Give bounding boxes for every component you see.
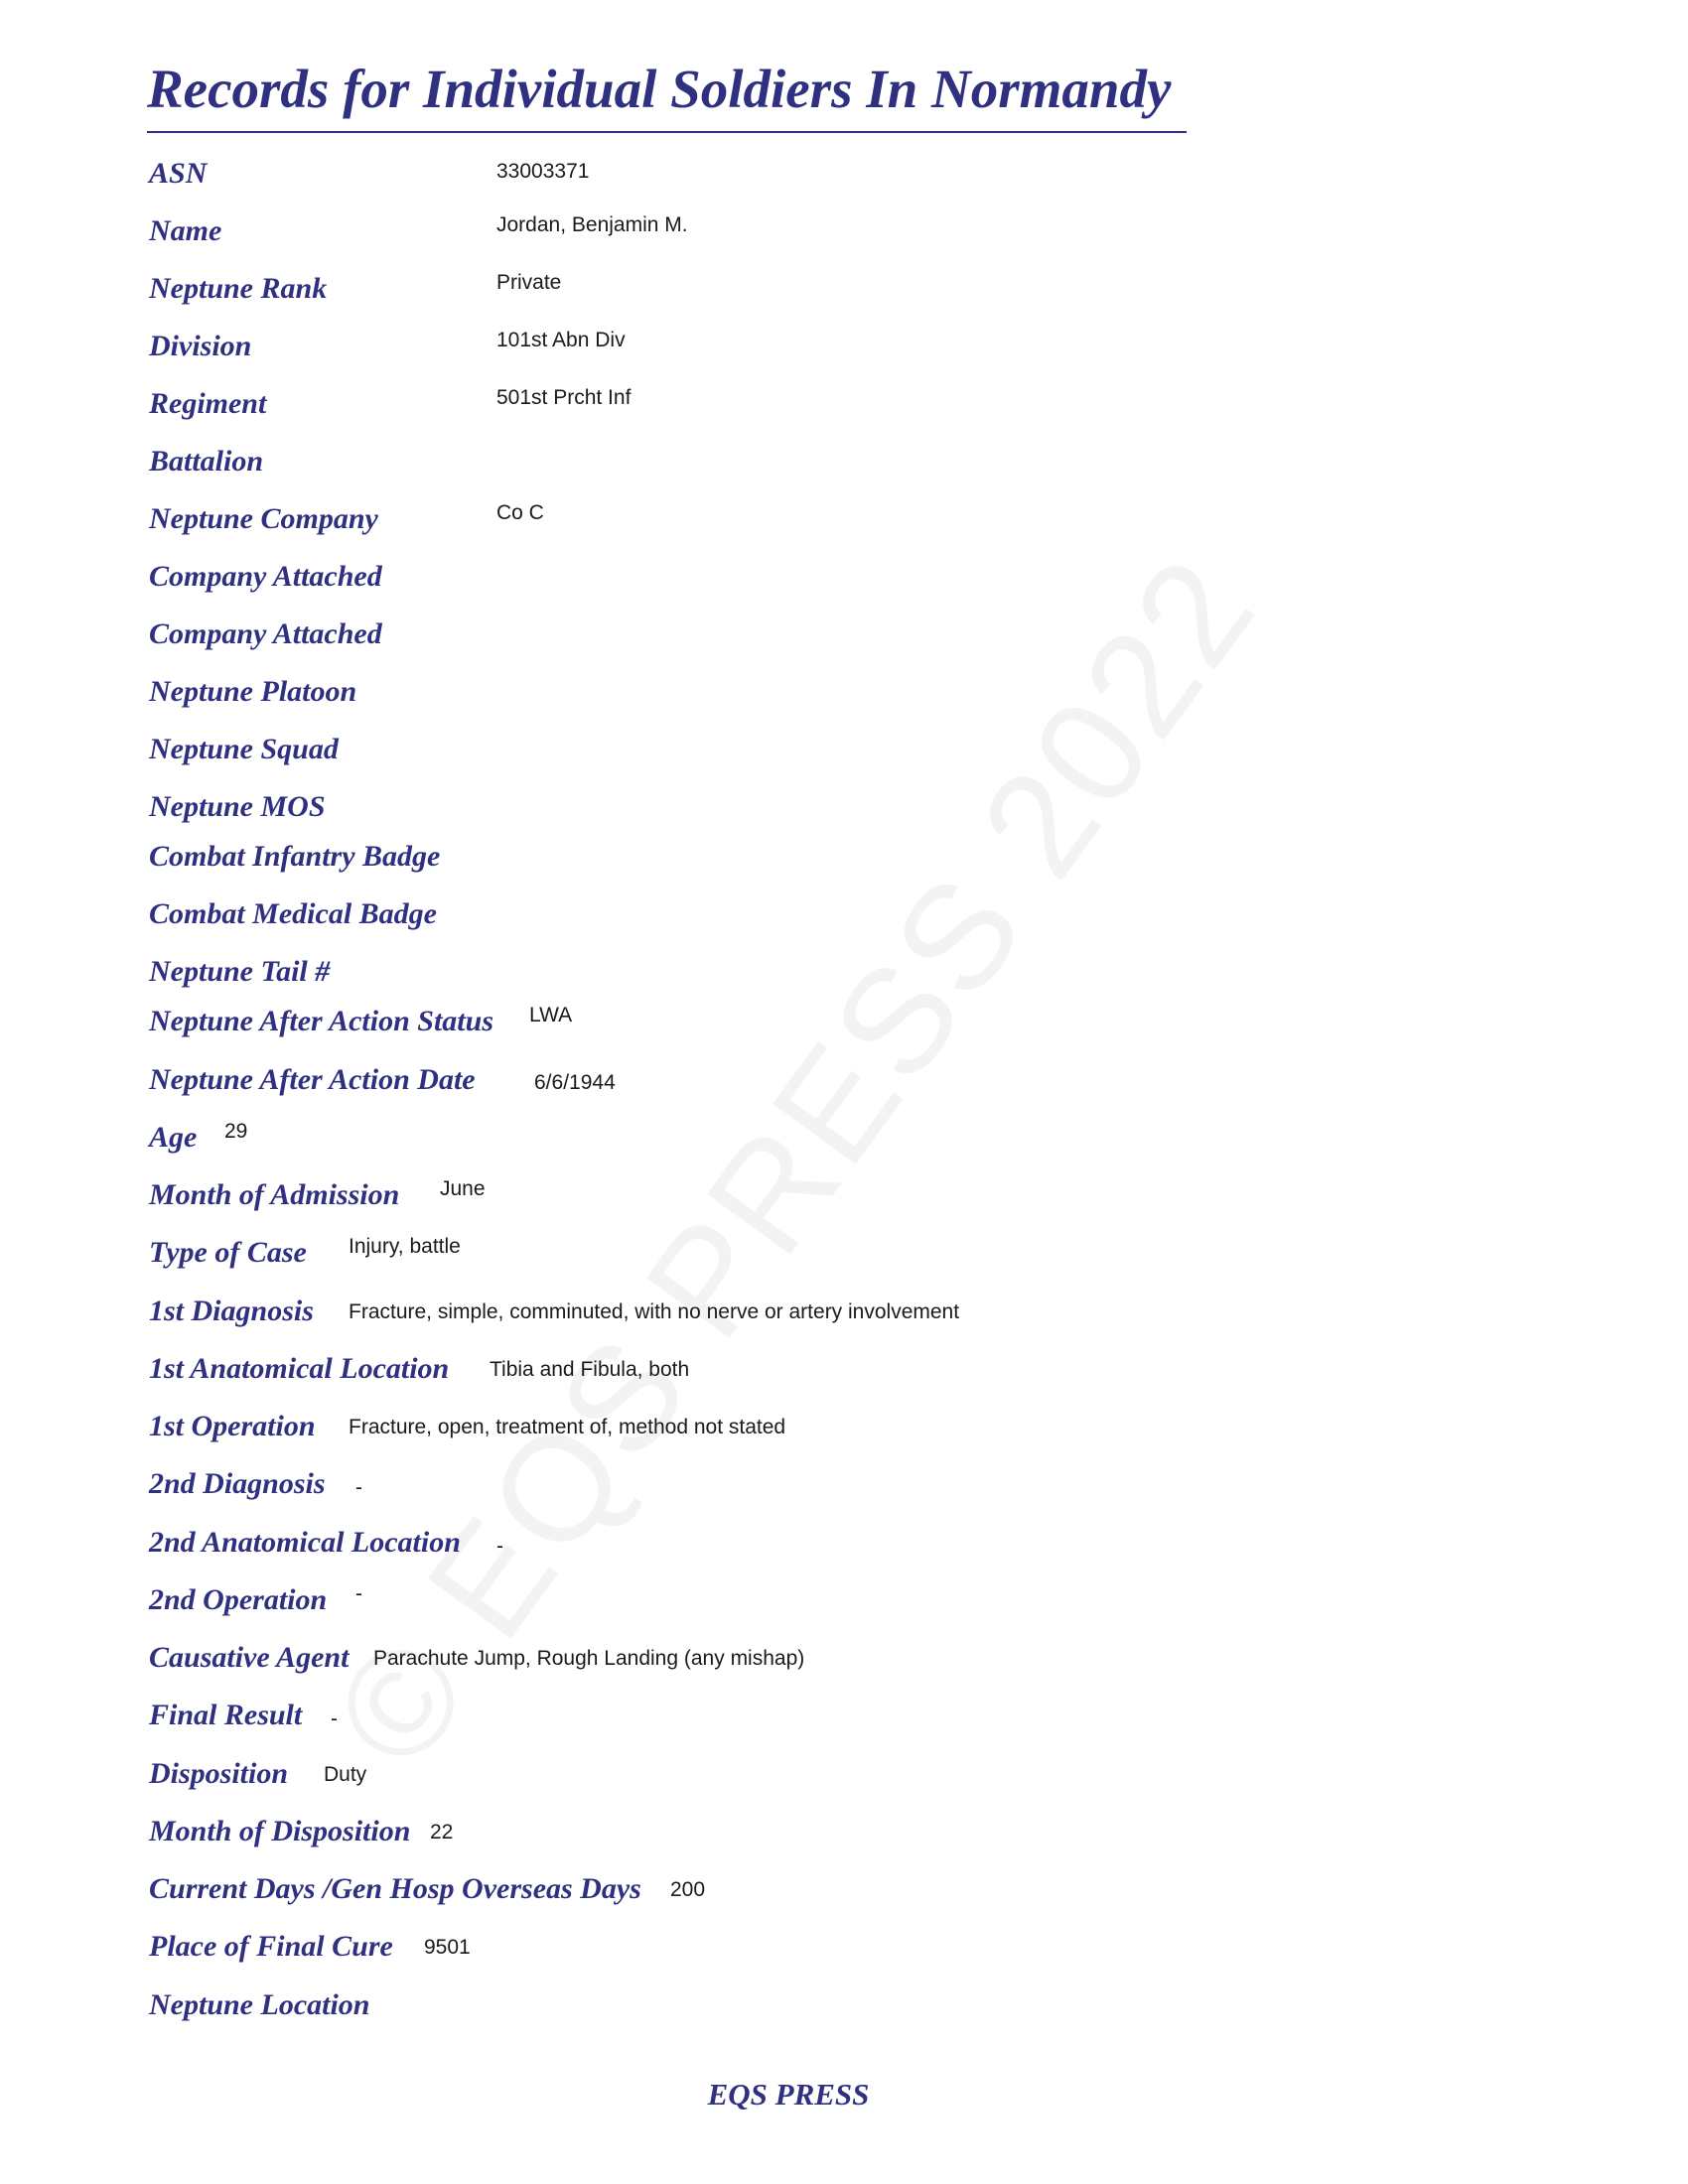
- field-value-month-of-disposition: 22: [430, 1821, 454, 1843]
- field-label-tail-number: Neptune Tail #: [149, 955, 331, 988]
- field-value-2nd-operation: -: [355, 1582, 362, 1605]
- field-label-final-result: Final Result: [149, 1699, 303, 1731]
- field-value-causative-agent: Parachute Jump, Rough Landing (any mishap): [373, 1647, 805, 1670]
- field-label-1st-diagnosis: 1st Diagnosis: [149, 1295, 314, 1327]
- field-value-1st-diagnosis: Fracture, simple, comminuted, with no nerve or artery involvement: [349, 1300, 960, 1323]
- field-value-division: 101st Abn Div: [496, 329, 626, 351]
- publisher-footer: EQS PRESS: [707, 2077, 870, 2112]
- field-value-2nd-diagnosis: -: [355, 1476, 362, 1499]
- copyright-watermark: [299, 525, 1289, 1798]
- field-value-final-result: -: [331, 1707, 338, 1730]
- field-label-name: Name: [149, 214, 222, 247]
- field-label-mos: Neptune MOS: [149, 790, 326, 823]
- page-title: Records for Individual Soldiers In Normandy: [147, 59, 1172, 119]
- field-value-after-action-date: 6/6/1944: [534, 1071, 616, 1094]
- field-label-1st-anatomical-location: 1st Anatomical Location: [149, 1352, 450, 1385]
- field-label-company-attached-2: Company Attached: [149, 617, 382, 650]
- field-label-regiment: Regiment: [149, 387, 267, 420]
- field-value-disposition: Duty: [324, 1763, 367, 1786]
- field-label-month-of-admission: Month of Admission: [149, 1178, 400, 1211]
- field-label-platoon: Neptune Platoon: [149, 675, 357, 708]
- field-label-2nd-operation: 2nd Operation: [149, 1583, 328, 1616]
- field-label-after-action-date: Neptune After Action Date: [149, 1063, 476, 1096]
- field-label-company: Neptune Company: [149, 502, 378, 535]
- field-value-company: Co C: [496, 501, 544, 524]
- field-value-regiment: 501st Prcht Inf: [496, 386, 632, 409]
- field-label-place-of-final-cure: Place of Final Cure: [149, 1930, 393, 1963]
- field-label-combat-medical-badge: Combat Medical Badge: [149, 897, 437, 930]
- field-value-1st-anatomical-location: Tibia and Fibula, both: [490, 1358, 690, 1381]
- field-label-division: Division: [149, 330, 252, 362]
- field-label-month-of-disposition: Month of Disposition: [149, 1815, 411, 1847]
- field-label-disposition: Disposition: [149, 1757, 289, 1790]
- field-value-type-of-case: Injury, battle: [349, 1235, 461, 1258]
- field-value-after-action-status: LWA: [529, 1004, 573, 1026]
- field-value-2nd-anatomical-location: -: [496, 1535, 503, 1558]
- field-value-asn: 33003371: [496, 160, 590, 183]
- field-value-age: 29: [224, 1120, 248, 1143]
- field-label-2nd-diagnosis: 2nd Diagnosis: [149, 1467, 326, 1500]
- field-value-overseas-days: 200: [670, 1878, 706, 1901]
- field-label-overseas-days: Current Days /Gen Hosp Overseas Days: [149, 1872, 641, 1905]
- field-value-month-of-admission: June: [440, 1177, 486, 1200]
- field-label-company-attached-1: Company Attached: [149, 560, 382, 593]
- field-value-rank: Private: [496, 271, 562, 294]
- field-label-1st-operation: 1st Operation: [149, 1410, 316, 1442]
- field-label-age: Age: [149, 1121, 198, 1154]
- field-value-name: Jordan, Benjamin M.: [496, 213, 688, 236]
- title-underline: [147, 131, 1187, 133]
- field-label-asn: ASN: [149, 157, 208, 190]
- field-value-place-of-final-cure: 9501: [424, 1936, 471, 1959]
- field-value-1st-operation: Fracture, open, treatment of, method not stated: [349, 1416, 786, 1438]
- field-label-battalion: Battalion: [149, 445, 264, 478]
- field-label-combat-infantry-badge: Combat Infantry Badge: [149, 840, 441, 873]
- field-label-after-action-status: Neptune After Action Status: [149, 1005, 493, 1037]
- field-label-causative-agent: Causative Agent: [149, 1641, 350, 1674]
- field-label-location: Neptune Location: [149, 1988, 370, 2021]
- field-label-rank: Neptune Rank: [149, 272, 328, 305]
- field-label-squad: Neptune Squad: [149, 733, 339, 765]
- field-label-type-of-case: Type of Case: [149, 1236, 307, 1269]
- field-label-2nd-anatomical-location: 2nd Anatomical Location: [149, 1526, 461, 1559]
